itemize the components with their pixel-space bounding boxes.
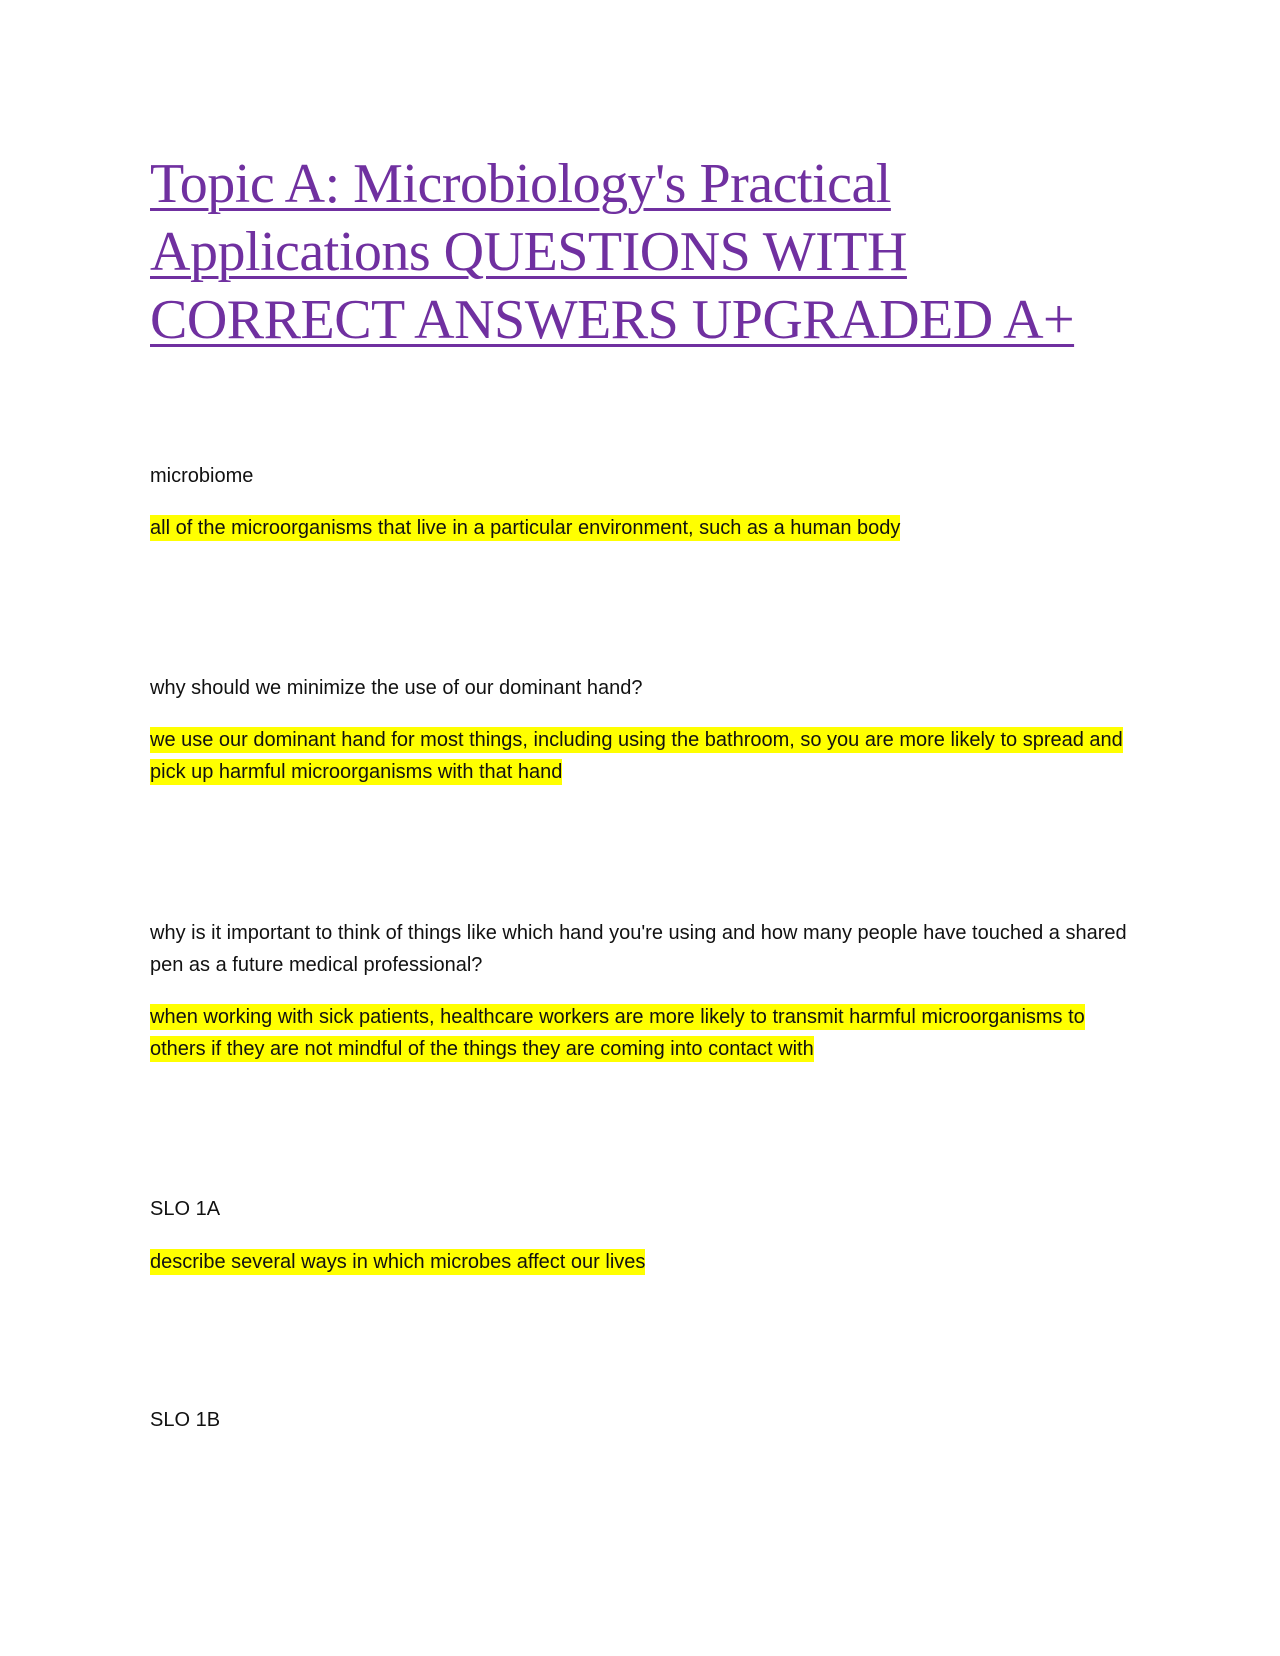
answer-highlight: when working with sick patients, healthcare workers are more likely to transmit harmful microorganisms to others if they are not mindful of the things they are coming into contact with: [150, 1006, 1085, 1060]
answer-highlight: describe several ways in which microbes affect our lives: [150, 1251, 646, 1273]
question-dominant-hand: why should we minimize the use of our dominant hand?: [150, 677, 643, 699]
question-slo-1b: SLO 1B: [150, 1409, 221, 1431]
question-slo-1a: SLO 1A: [150, 1198, 221, 1220]
question-microbiome: microbiome: [150, 465, 254, 487]
answer-slo-1a: [150, 1246, 1130, 1278]
document-title: Topic A: Microbiology's Practical Applications QUESTIONS WITH CORRECT ANSWERS UPGRADED A+: [150, 153, 1075, 351]
answer-medical-professional: [150, 1001, 1130, 1065]
answer-highlight: we use our dominant hand for most things, including using the bathroom, so you are more likely to spread and pick up harmful microorganisms with that hand: [150, 729, 1123, 783]
answer-dominant-hand: [150, 724, 1130, 788]
question-medical-professional: why is it important to think of things like which hand you're using and how many people have touched a shared pen as a future medical professional?: [150, 922, 1127, 976]
answer-highlight: all of the microorganisms that live in a particular environment, such as a human body: [150, 517, 901, 539]
answer-microbiome: [150, 512, 1130, 544]
